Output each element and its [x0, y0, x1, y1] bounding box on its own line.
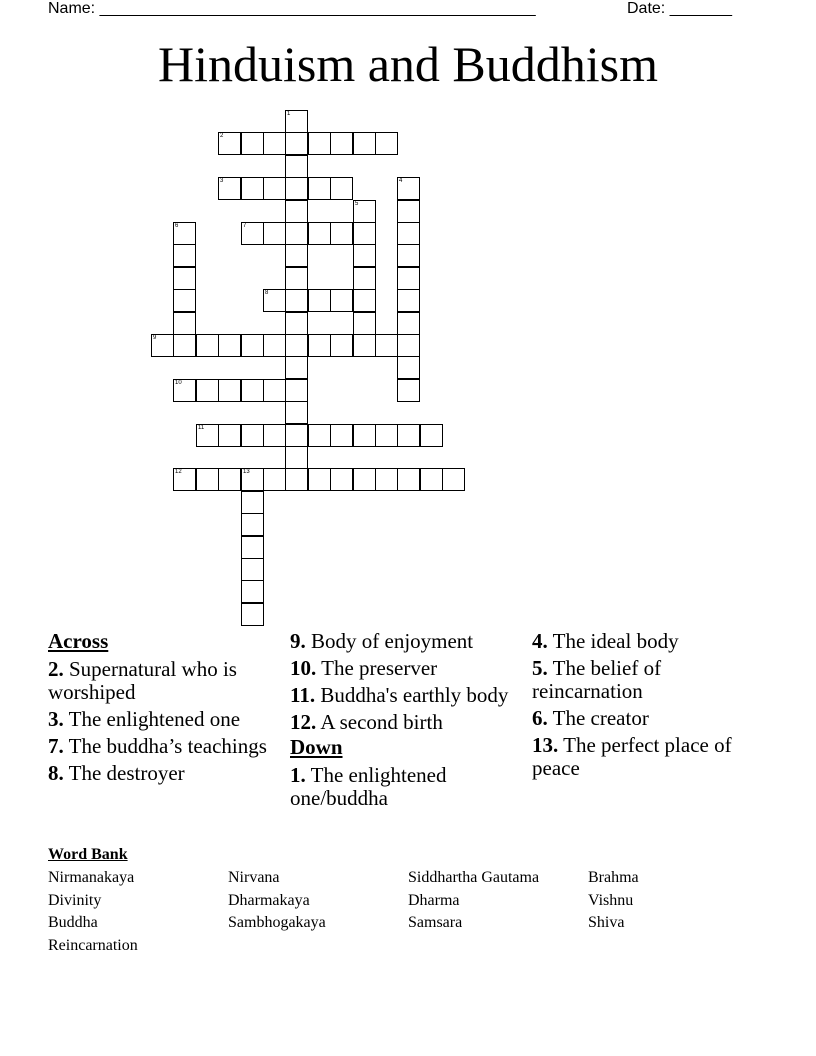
crossword-cell[interactable]	[241, 334, 264, 357]
across-heading: Across	[48, 629, 109, 653]
crossword-cell[interactable]	[285, 267, 308, 290]
crossword-cell[interactable]	[196, 468, 219, 491]
crossword-cell[interactable]	[285, 468, 308, 491]
crossword-cell[interactable]	[241, 424, 264, 447]
word-bank-item: Dharma	[408, 892, 460, 909]
crossword-cell[interactable]	[218, 424, 241, 447]
crossword-cell[interactable]	[330, 222, 353, 245]
crossword-cell[interactable]	[241, 580, 264, 603]
crossword-cell[interactable]	[263, 468, 286, 491]
crossword-cell[interactable]	[263, 177, 286, 200]
clues-column-2	[290, 630, 510, 814]
word-bank-item: Reincarnation	[48, 937, 138, 954]
clue-across-2: 2. Supernatural who is worshiped	[48, 657, 237, 704]
crossword-cell[interactable]	[308, 334, 331, 357]
date-field[interactable]: Date: _______	[627, 0, 732, 17]
crossword-cell[interactable]	[442, 468, 465, 491]
crossword-cell[interactable]	[308, 289, 331, 312]
crossword-cell[interactable]	[241, 177, 264, 200]
crossword-cell[interactable]	[173, 334, 196, 357]
crossword-cell[interactable]	[196, 424, 219, 447]
crossword-cell[interactable]	[218, 334, 241, 357]
clue-down-1: 1. The enlightened one/buddha	[290, 763, 447, 810]
crossword-cell[interactable]	[241, 222, 264, 245]
crossword-cell[interactable]	[173, 267, 196, 290]
crossword-cell[interactable]	[241, 379, 264, 402]
crossword-cell[interactable]	[218, 379, 241, 402]
crossword-cell[interactable]	[173, 244, 196, 267]
crossword-cell[interactable]	[353, 424, 376, 447]
crossword-cell[interactable]	[285, 356, 308, 379]
crossword-cell[interactable]	[218, 132, 241, 155]
crossword-cell[interactable]	[353, 334, 376, 357]
word-bank-item: Samsara	[408, 914, 463, 931]
crossword-cell[interactable]	[173, 379, 196, 402]
crossword-cell[interactable]	[353, 244, 376, 267]
crossword-cell[interactable]	[353, 312, 376, 335]
crossword-cell[interactable]	[285, 200, 308, 223]
crossword-cell[interactable]	[375, 468, 398, 491]
crossword-cell[interactable]	[173, 222, 196, 245]
crossword-cell[interactable]	[353, 200, 376, 223]
crossword-cell[interactable]	[173, 289, 196, 312]
clue-across-12: 12. A second birth	[290, 710, 443, 734]
header-line	[48, 0, 748, 20]
crossword-cell[interactable]	[241, 558, 264, 581]
crossword-cell[interactable]	[375, 424, 398, 447]
clue-number: 7	[243, 223, 247, 229]
crossword-cell[interactable]	[420, 468, 443, 491]
clue-number: 13	[243, 469, 250, 475]
crossword-cell[interactable]	[330, 424, 353, 447]
page-title: Hinduism and Buddhism	[157, 36, 659, 92]
word-bank-item: Buddha	[48, 914, 98, 931]
crossword-cell[interactable]	[397, 289, 420, 312]
clue-across-9: 9. Body of enjoyment	[290, 629, 474, 653]
crossword-cell[interactable]	[353, 289, 376, 312]
crossword-cell[interactable]	[420, 424, 443, 447]
word-bank-title: Word Bank	[48, 846, 128, 863]
clues-column-3	[532, 630, 762, 784]
crossword-cell[interactable]	[397, 468, 420, 491]
crossword-cell[interactable]	[330, 334, 353, 357]
crossword-cell[interactable]	[397, 356, 420, 379]
clues-column-1	[48, 630, 278, 789]
crossword-cell[interactable]	[353, 132, 376, 155]
crossword-cell[interactable]	[397, 312, 420, 335]
crossword-cell[interactable]	[397, 244, 420, 267]
crossword-cell[interactable]	[308, 468, 331, 491]
crossword-cell[interactable]	[285, 401, 308, 424]
crossword-cell[interactable]	[375, 132, 398, 155]
crossword-cell[interactable]	[263, 222, 286, 245]
clue-down-6: 6. The creator	[532, 706, 649, 730]
clue-down-4: 4. The ideal body	[532, 629, 679, 653]
crossword-cell[interactable]	[263, 289, 286, 312]
clue-number: 5	[355, 201, 359, 207]
down-heading: Down	[290, 735, 343, 759]
crossword-cell[interactable]	[330, 468, 353, 491]
clue-across-10: 10. The preserver	[290, 656, 438, 680]
crossword-cell[interactable]	[218, 177, 241, 200]
crossword-cell[interactable]	[173, 468, 196, 491]
clue-number: 11	[198, 425, 205, 431]
crossword-cell[interactable]	[263, 424, 286, 447]
clue-down-5: 5. The belief of reincarnation	[532, 656, 662, 703]
crossword-cell[interactable]	[285, 379, 308, 402]
crossword-cell[interactable]	[218, 468, 241, 491]
word-bank-item: Siddhartha Gautama	[408, 869, 540, 886]
clue-number: 4	[399, 178, 403, 184]
crossword-cell[interactable]	[353, 468, 376, 491]
crossword-cell[interactable]	[241, 491, 264, 514]
word-bank-item: Brahma	[588, 869, 639, 886]
crossword-cell[interactable]	[397, 379, 420, 402]
crossword-cell[interactable]	[397, 200, 420, 223]
crossword-cell[interactable]	[285, 110, 308, 133]
clue-number: 1	[287, 111, 291, 117]
word-bank-item: Shiva	[588, 914, 625, 931]
crossword-cell[interactable]	[397, 177, 420, 200]
crossword-cell[interactable]	[196, 334, 219, 357]
clue-across-11: 11. Buddha's earthly body	[290, 683, 509, 707]
clue-across-7: 7. The buddha’s teachings	[48, 734, 267, 758]
crossword-cell[interactable]	[285, 155, 308, 178]
crossword-cell[interactable]	[285, 312, 308, 335]
crossword-cell[interactable]	[308, 222, 331, 245]
crossword-cell[interactable]	[353, 222, 376, 245]
crossword-cell[interactable]	[285, 132, 308, 155]
clue-number: 10	[175, 380, 182, 386]
crossword-cell[interactable]	[285, 177, 308, 200]
word-bank-item: Nirmanakaya	[48, 869, 135, 886]
crossword-cell[interactable]	[308, 424, 331, 447]
crossword-cell[interactable]	[263, 132, 286, 155]
crossword-cell[interactable]	[330, 177, 353, 200]
clue-number: 6	[175, 223, 179, 229]
word-bank-item: Dharmakaya	[228, 892, 310, 909]
crossword-cell[interactable]	[241, 603, 264, 626]
clue-number: 12	[175, 469, 182, 475]
crossword-cell[interactable]	[397, 334, 420, 357]
word-bank-item: Sambhogakaya	[228, 914, 326, 931]
word-bank-item: Vishnu	[588, 892, 634, 909]
crossword-cell[interactable]	[285, 289, 308, 312]
clue-down-13: 13. The perfect place of peace	[532, 733, 732, 780]
crossword-cell[interactable]	[241, 536, 264, 559]
crossword-cell[interactable]	[330, 132, 353, 155]
clue-number: 2	[220, 133, 224, 139]
crossword-cell[interactable]	[397, 424, 420, 447]
word-bank-item: Nirvana	[228, 869, 280, 886]
crossword-cell[interactable]	[285, 424, 308, 447]
crossword-cell[interactable]	[263, 379, 286, 402]
word-bank-item: Divinity	[48, 892, 102, 909]
crossword-cell[interactable]	[285, 222, 308, 245]
crossword-cell[interactable]	[308, 132, 331, 155]
crossword-cell[interactable]	[151, 334, 174, 357]
crossword-cell[interactable]	[397, 267, 420, 290]
clue-number: 3	[220, 178, 224, 184]
crossword-cell[interactable]	[397, 222, 420, 245]
crossword-cell[interactable]	[285, 244, 308, 267]
clue-number: 8	[265, 290, 269, 296]
crossword-cell[interactable]	[353, 267, 376, 290]
crossword-cell[interactable]	[241, 132, 264, 155]
crossword-cell[interactable]	[285, 446, 308, 469]
crossword-cell[interactable]	[263, 334, 286, 357]
crossword-cell[interactable]	[285, 334, 308, 357]
crossword-cell[interactable]	[173, 312, 196, 335]
crossword-cell[interactable]	[241, 468, 264, 491]
clue-across-3: 3. The enlightened one	[48, 707, 241, 731]
name-field[interactable]: Name: _________________________________________________	[48, 0, 536, 17]
clue-number: 9	[153, 335, 157, 341]
clue-across-8: 8. The destroyer	[48, 761, 185, 785]
crossword-cell[interactable]	[241, 513, 264, 536]
crossword-cell[interactable]	[375, 334, 398, 357]
crossword-cell[interactable]	[308, 177, 331, 200]
crossword-cell[interactable]	[330, 289, 353, 312]
crossword-cell[interactable]	[196, 379, 219, 402]
